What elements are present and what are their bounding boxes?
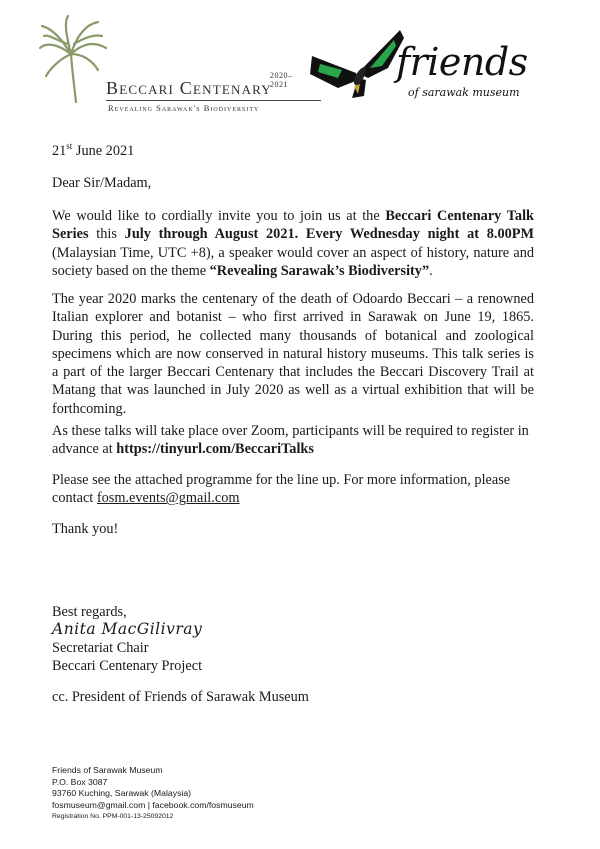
friends-wordmark: friends [396,40,528,84]
footer-contact[interactable]: fosmuseum@gmail.com | facebook.com/fosmuseum [52,799,254,810]
butterfly-icon [308,28,406,103]
letter-date: 21st June 2021 [52,141,135,159]
footer-org: Friends of Sarawak Museum [52,765,163,775]
invitation-paragraph: We would like to cordially invite you to join us at the Beccari Centenary Talk Series this July through August 2021. Every Wednesday night at 8.00PM (Malaysian Time, UTC +8), a speaker would cover an aspect of history, nature and society based on the theme “Revealing Sarawak’s Biodiversity”. [52,208,534,279]
footer-box: P.O. Box 3087 [52,776,108,787]
thanks-line: Thank you! [52,521,119,537]
contact-paragraph: Please see the attached programme for the line up. For more information, please contact fosm.events@gmail.com [52,472,511,507]
beccari-centenary-logo [38,14,293,113]
footer-registration: Registration No. PPM-001-13-25092012 [52,813,174,820]
signature: Anita MacGilivray [52,620,203,638]
signer-role: Secretariat Chair [52,640,149,656]
cc-line: cc. President of Friends of Sarawak Museum [52,689,309,705]
palm-icon [38,14,108,104]
friends-subtitle: of sarawak museum [408,86,520,99]
centenary-years: 2020–2021 [270,71,293,89]
centenary-subtitle: Revealing Sarawak's Biodiversity [108,103,260,113]
centenary-title: Beccari Centenary [106,78,272,98]
friends-logo [308,28,538,108]
salutation: Dear Sir/Madam, [52,175,152,191]
footer-address [52,765,254,823]
background-paragraph: The year 2020 marks the centenary of the death of Odoardo Beccari – a renowned Italian explorer and botanist – who first arrived in Sarawak on June 19, 1865. During this period, he collected many thousands of botanical and zoological specimens which are now conserved in natural history museums. This talk series is a part of the larger Beccari Centenary that includes the Beccari Discovery Trail at Matang that was launched in July 2020 as well as a virtual exhibition that will be forthcoming. [52,291,534,417]
registration-paragraph: As these talks will take place over Zoom, participants will be required to register in advance at https://tinyurl.com/BeccariTalks [52,423,529,458]
logo-divider [106,100,321,101]
footer-city: 93760 Kuching, Sarawak (Malaysia) [52,788,192,798]
registration-link[interactable]: https://tinyurl.com/BeccariTalks [116,441,314,458]
closing-line: Best regards, [52,604,127,620]
signer-project: Beccari Centenary Project [52,658,203,674]
contact-email-link[interactable]: fosm.events@gmail.com [96,490,240,507]
